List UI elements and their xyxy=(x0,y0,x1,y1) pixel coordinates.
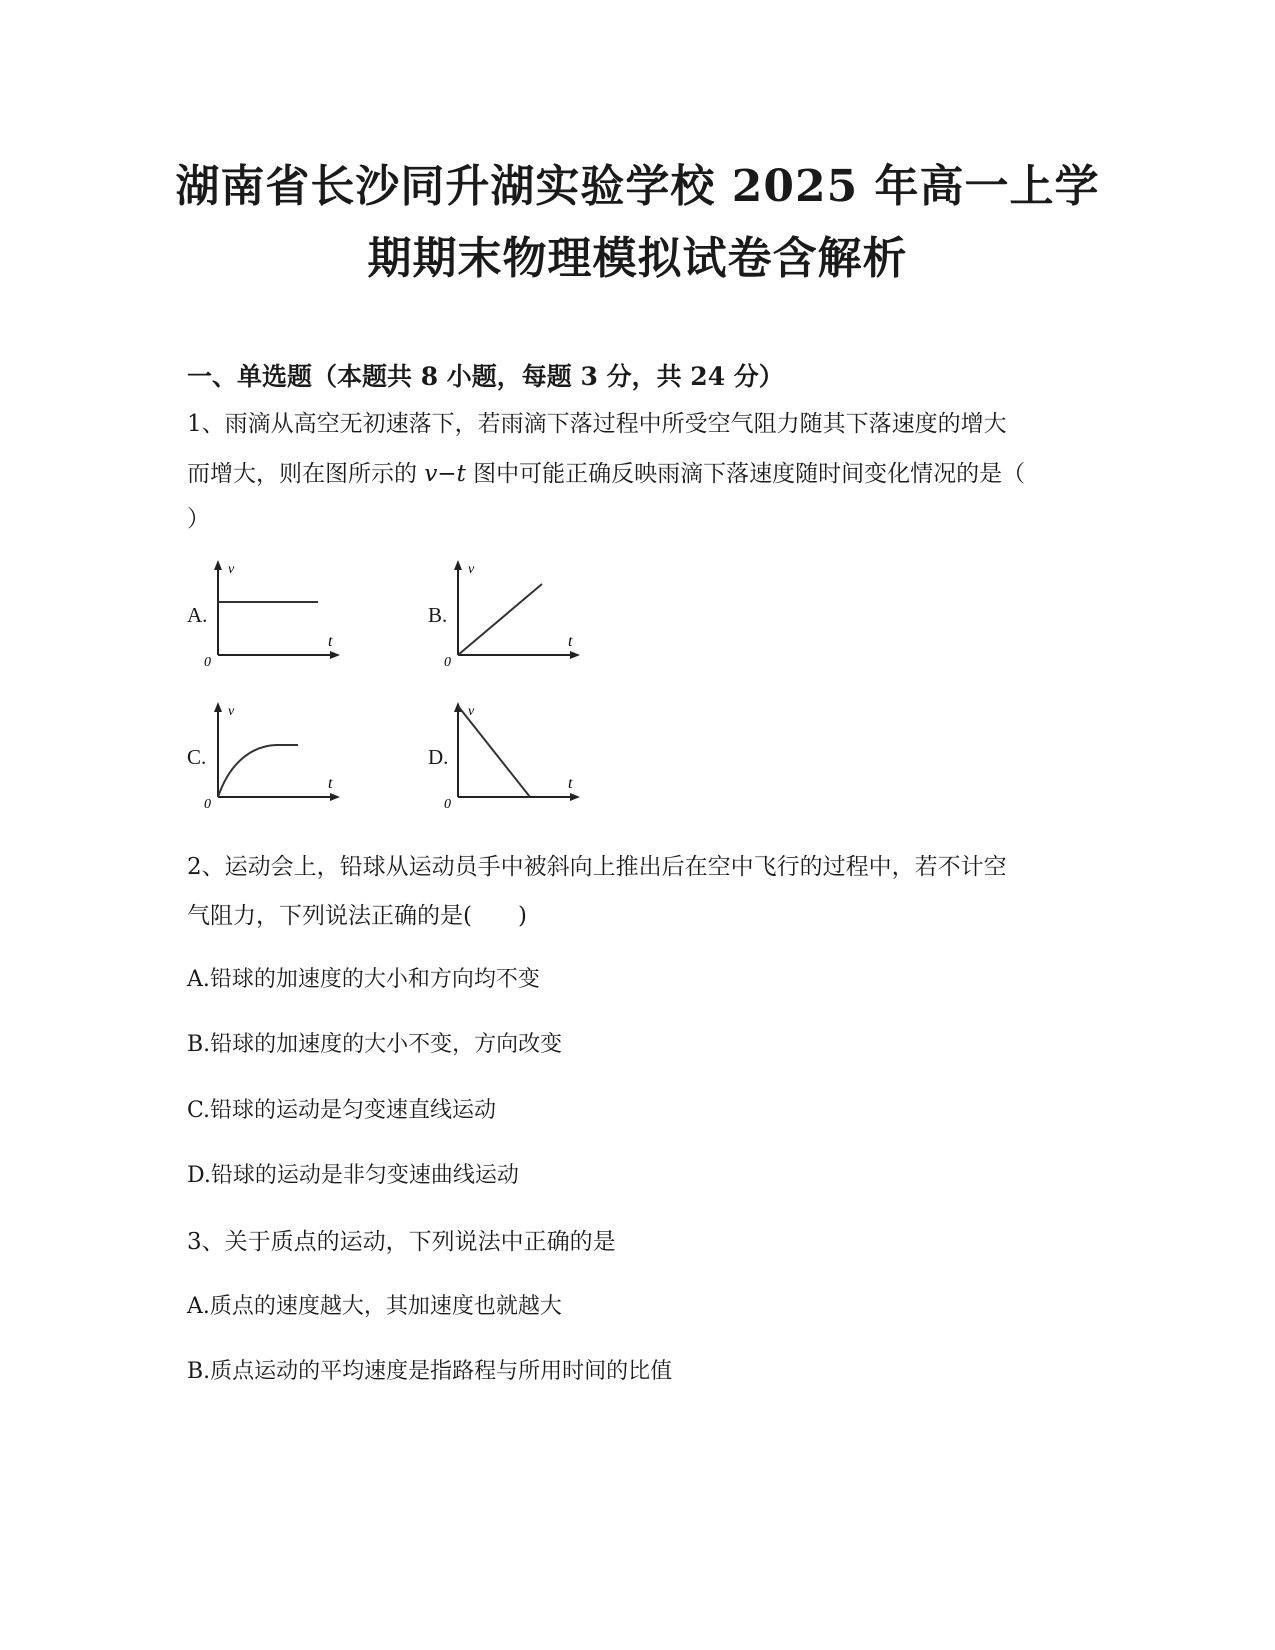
q1-stem-line-3: ） xyxy=(187,506,210,532)
q3-option-b: B.质点运动的平均速度是指路程与所用时间的比值 xyxy=(187,1359,673,1384)
q1-graph-b-letter: B. xyxy=(428,603,448,627)
q1-stem-line-2-before: 而增大，则在图所示的 xyxy=(187,461,425,487)
x-axis-label: t xyxy=(568,775,573,792)
q1-stem-line-2-after: 图中可能正确反映雨滴下落速度随时间变化情况的是（ xyxy=(465,461,1026,487)
q3-option-a: A.质点的速度越大，其加速度也就越大 xyxy=(187,1294,562,1319)
x-axis-label: t xyxy=(568,633,573,650)
origin-label: 0 xyxy=(204,655,211,670)
y-axis-label: v xyxy=(228,704,235,719)
q1-stem-line-1: 1、雨滴从高空无初速落下，若雨滴下落过程中所受空气阻力随其下落速度的增大 xyxy=(187,411,1007,437)
x-axis-arrow xyxy=(570,651,580,659)
origin-label: 0 xyxy=(444,797,451,812)
origin-label: 0 xyxy=(204,797,211,812)
q1-graph-c xyxy=(200,700,350,812)
y-axis-arrow xyxy=(454,560,462,570)
x-axis-label: t xyxy=(328,633,333,650)
q1-graph-c-letter: C. xyxy=(187,745,207,769)
q1-graph-d xyxy=(440,700,590,812)
y-axis-label: v xyxy=(468,704,475,719)
x-axis-arrow xyxy=(330,793,340,801)
x-axis-arrow xyxy=(330,651,340,659)
q3-stem: 3、关于质点的运动，下列说法中正确的是 xyxy=(187,1229,616,1255)
y-axis-arrow xyxy=(214,560,222,570)
curve-increasing xyxy=(458,584,542,655)
q1-graph-a-letter: A. xyxy=(187,603,208,627)
y-axis-arrow xyxy=(214,702,222,712)
curve-decreasing xyxy=(458,706,530,797)
section-heading: 一、单选题（本题共 8 小题，每题 3 分，共 24 分） xyxy=(187,362,784,391)
curve-saturating xyxy=(218,745,298,797)
q1-stem-line-2 xyxy=(187,455,1025,488)
document-title-line-2: 期期末物理模拟试卷含解析 xyxy=(367,233,908,284)
q2-option-a: A.铅球的加速度的大小和方向均不变 xyxy=(187,967,540,992)
y-axis-label: v xyxy=(468,562,475,577)
q1-graph-d-letter: D. xyxy=(428,745,449,769)
y-axis-label: v xyxy=(228,562,235,577)
document-title-line-1: 湖南省长沙同升湖实验学校 2025 年高一上学 xyxy=(175,161,1100,212)
q1-graph-a xyxy=(200,558,350,670)
x-axis-arrow xyxy=(570,793,580,801)
q2-option-d: D.铅球的运动是非匀变速曲线运动 xyxy=(187,1163,519,1188)
q2-option-b: B.铅球的加速度的大小不变，方向改变 xyxy=(187,1032,563,1057)
x-axis-label: t xyxy=(328,775,333,792)
q1-graph-b xyxy=(440,558,590,670)
q2-stem-line-1: 2、运动会上，铅球从运动员手中被斜向上推出后在空中飞行的过程中，若不计空 xyxy=(187,854,1007,880)
q2-option-c: C.铅球的运动是匀变速直线运动 xyxy=(187,1098,497,1123)
q1-vt-variable: v−t xyxy=(424,461,466,487)
q2-stem-line-2: 气阻力，下列说法正确的是( ) xyxy=(187,903,527,929)
origin-label: 0 xyxy=(444,655,451,670)
